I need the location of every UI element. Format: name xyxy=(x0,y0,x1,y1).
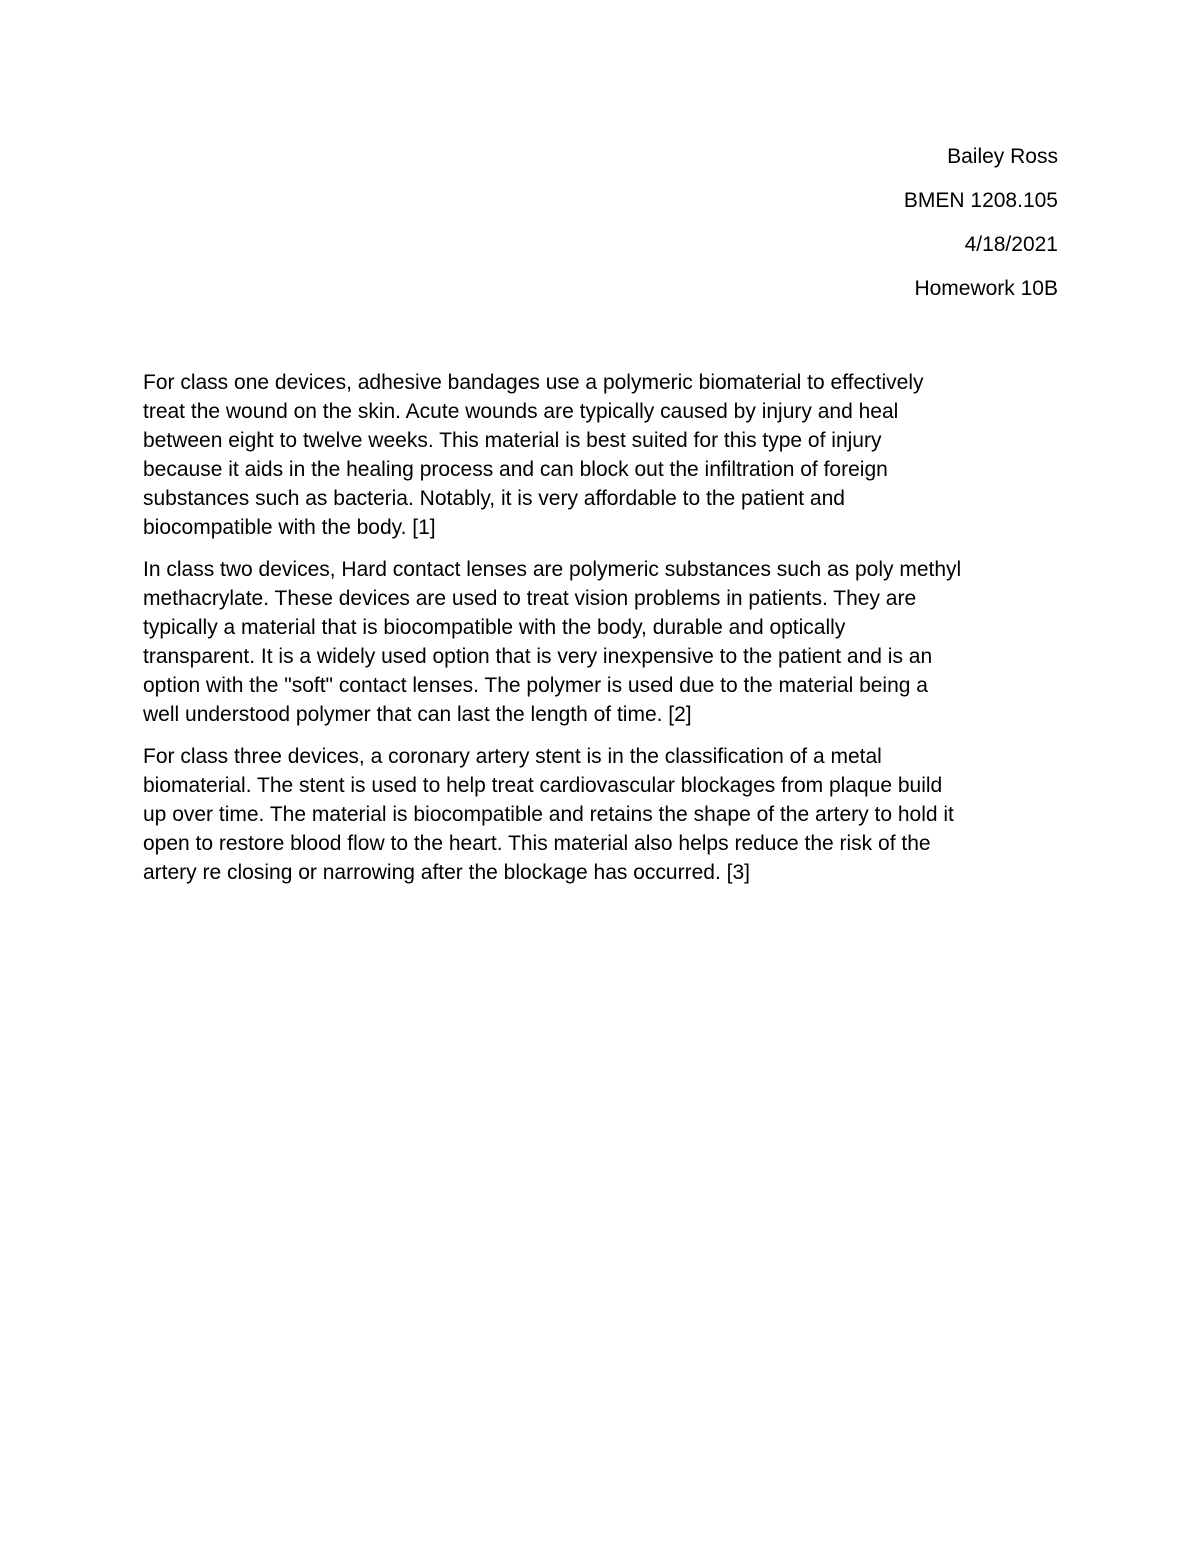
text-line: biomaterial. The stent is used to help treat cardiovascular blockages from plaque build xyxy=(143,774,943,797)
text-line: transparent. It is a widely used option that is very inexpensive to the patient and is an xyxy=(143,645,933,668)
text-line: because it aids in the healing process and can block out the infiltration of foreign xyxy=(143,458,888,481)
text-line: For class one devices, adhesive bandages use a polymeric biomaterial to effectively xyxy=(143,371,924,394)
author-name: Bailey Ross xyxy=(947,145,1058,168)
text-line: For class three devices, a coronary artery stent is in the classification of a metal xyxy=(143,745,882,768)
assignment-title: Homework 10B xyxy=(914,277,1058,300)
paragraph-class-three xyxy=(143,742,1063,887)
text-line: well understood polymer that can last the length of time. [2] xyxy=(143,703,692,726)
text-line: treat the wound on the skin. Acute wounds are typically caused by injury and heal xyxy=(143,400,899,423)
text-line: typically a material that is biocompatible with the body, durable and optically xyxy=(143,616,846,639)
paragraph-class-one xyxy=(143,368,1063,542)
date: 4/18/2021 xyxy=(964,233,1058,256)
header-block xyxy=(904,142,1058,318)
text-line: between eight to twelve weeks. This material is best suited for this type of injury xyxy=(143,429,882,452)
text-line: artery re closing or narrowing after the blockage has occurred. [3] xyxy=(143,861,750,884)
text-line: option with the "soft" contact lenses. The polymer is used due to the material being a xyxy=(143,674,928,697)
text-line: open to restore blood flow to the heart. This material also helps reduce the risk of the xyxy=(143,832,931,855)
text-line: substances such as bacteria. Notably, it is very affordable to the patient and xyxy=(143,487,845,510)
text-line: up over time. The material is biocompatible and retains the shape of the artery to hold it xyxy=(143,803,954,826)
text-line: biocompatible with the body. [1] xyxy=(143,516,436,539)
text-line: methacrylate. These devices are used to treat vision problems in patients. They are xyxy=(143,587,917,610)
body-text xyxy=(143,368,1063,900)
course-number: BMEN 1208.105 xyxy=(903,189,1058,212)
text-line: In class two devices, Hard contact lenses are polymeric substances such as poly methyl xyxy=(143,558,962,581)
paragraph-class-two xyxy=(143,555,1063,729)
